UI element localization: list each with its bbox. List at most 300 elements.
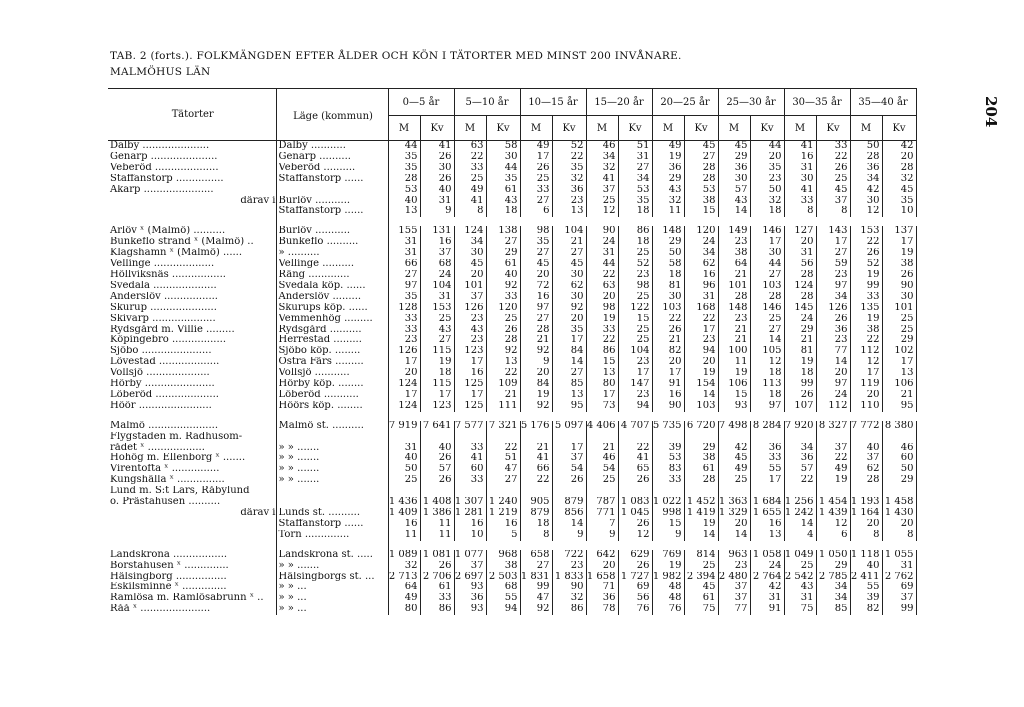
value-male: 40 xyxy=(388,453,420,464)
table-row xyxy=(108,368,916,379)
value-male xyxy=(388,486,420,497)
value-male: 25 xyxy=(718,475,750,486)
value-male xyxy=(388,432,420,443)
value-male: 27 xyxy=(520,314,552,325)
value-female: 146 xyxy=(750,226,784,237)
value-male: 82 xyxy=(850,604,882,615)
value-female: 94 xyxy=(486,604,520,615)
value-female: 24 xyxy=(816,390,850,401)
value-male: 26 xyxy=(784,390,816,401)
value-female: 34 xyxy=(816,593,850,604)
kommun-name: Staffanstorp ...... xyxy=(276,206,388,217)
kommun-name: Räng ............. xyxy=(276,270,388,281)
value-female: 31 xyxy=(750,593,784,604)
value-female: 9 xyxy=(552,530,586,541)
table-row xyxy=(108,432,916,443)
value-male: 24 xyxy=(784,314,816,325)
value-female: 57 xyxy=(420,464,454,475)
value-male: 119 xyxy=(850,379,882,390)
value-female: 97 xyxy=(750,401,784,412)
value-female: 33 xyxy=(750,453,784,464)
value-female: 90 xyxy=(552,582,586,593)
value-female xyxy=(882,432,916,443)
value-male: 31 xyxy=(388,248,420,259)
value-female: 2 785 xyxy=(816,572,850,583)
value-female: 146 xyxy=(750,303,784,314)
value-female xyxy=(816,486,850,497)
value-male: 25 xyxy=(586,475,618,486)
value-female: 120 xyxy=(486,303,520,314)
value-female: 69 xyxy=(882,582,916,593)
value-female: 61 xyxy=(486,185,520,196)
value-female: 26 xyxy=(618,519,652,530)
value-female: 41 xyxy=(420,141,454,152)
value-female: 14 xyxy=(816,357,850,368)
value-male: 2 480 xyxy=(718,572,750,583)
value-female: 97 xyxy=(816,379,850,390)
value-male: 11 xyxy=(388,530,420,541)
value-female: 32 xyxy=(552,174,586,185)
kommun-name xyxy=(276,432,388,443)
value-female: 86 xyxy=(618,226,652,237)
value-male: 642 xyxy=(586,550,618,561)
value-male: 21 xyxy=(784,335,816,346)
value-male: 41 xyxy=(586,174,618,185)
value-male: 28 xyxy=(850,152,882,163)
value-male: 1 831 xyxy=(520,572,552,583)
value-female: 106 xyxy=(882,379,916,390)
tatort-name: Åkarp ...................... xyxy=(108,185,276,196)
sex-header-kv: Kv xyxy=(486,116,520,141)
value-male: 20 xyxy=(388,368,420,379)
value-male: 93 xyxy=(454,582,486,593)
kommun-name xyxy=(276,486,388,497)
value-male: 35 xyxy=(388,152,420,163)
value-female: 25 xyxy=(618,335,652,346)
table-row xyxy=(108,486,916,497)
value-female: 23 xyxy=(552,196,586,207)
value-female: 40 xyxy=(420,185,454,196)
kommun-name: Staffanstorp ...... xyxy=(276,174,388,185)
tatort-name: Köpingebro ................. xyxy=(108,335,276,346)
value-female: 17 xyxy=(882,237,916,248)
value-male: 40 xyxy=(388,196,420,207)
value-male: 16 xyxy=(652,390,684,401)
kommun-name: Hörby köp. ........ xyxy=(276,379,388,390)
value-female: 2 762 xyxy=(882,572,916,583)
value-female: 29 xyxy=(882,475,916,486)
table-row xyxy=(108,163,916,174)
value-female: 37 xyxy=(882,593,916,604)
age-group-header: 5—10 år xyxy=(454,89,520,116)
value-male: 15 xyxy=(586,357,618,368)
tatort-name: Råå ˣ ...................... xyxy=(108,604,276,615)
value-female: 46 xyxy=(882,443,916,454)
value-male: 128 xyxy=(388,303,420,314)
value-female: 20 xyxy=(882,519,916,530)
table-row xyxy=(108,572,916,583)
table-row xyxy=(108,335,916,346)
tatort-name: Veberöd .................... xyxy=(108,163,276,174)
value-female: 147 xyxy=(618,379,652,390)
value-female: 49 xyxy=(816,464,850,475)
value-male: 31 xyxy=(586,248,618,259)
value-male: 16 xyxy=(520,292,552,303)
table-row xyxy=(108,270,916,281)
value-male: 90 xyxy=(652,401,684,412)
value-male: 64 xyxy=(718,259,750,270)
value-male: 963 xyxy=(718,550,750,561)
value-male: 57 xyxy=(784,464,816,475)
kommun-name: Sjöbo köp. ........ xyxy=(276,346,388,357)
value-male: 41 xyxy=(454,196,486,207)
value-male: 103 xyxy=(652,303,684,314)
value-female: 68 xyxy=(486,582,520,593)
value-female: 24 xyxy=(684,237,718,248)
value-female: 68 xyxy=(420,259,454,270)
value-male: 31 xyxy=(388,237,420,248)
value-male: 35 xyxy=(520,237,552,248)
value-male: 149 xyxy=(718,226,750,237)
table-row xyxy=(108,421,916,432)
value-female: 34 xyxy=(816,582,850,593)
value-male: 37 xyxy=(586,185,618,196)
value-female: 27 xyxy=(816,248,850,259)
value-male: 38 xyxy=(718,248,750,259)
value-male: 2 697 xyxy=(454,572,486,583)
value-male: 43 xyxy=(652,185,684,196)
value-male: 66 xyxy=(520,464,552,475)
kommun-name: Bunkeflo .......... xyxy=(276,237,388,248)
value-female: 8 327 xyxy=(816,421,850,432)
value-female: 23 xyxy=(816,270,850,281)
tatort-name: Staffanstorp ............... xyxy=(108,174,276,185)
value-male: 126 xyxy=(454,303,486,314)
value-female: 104 xyxy=(420,281,454,292)
value-female: 879 xyxy=(552,497,586,508)
value-male: 33 xyxy=(454,475,486,486)
value-male: 769 xyxy=(652,550,684,561)
value-male: 21 xyxy=(718,325,750,336)
value-male: 31 xyxy=(388,443,420,454)
value-female: 14 xyxy=(684,390,718,401)
value-male: 80 xyxy=(586,379,618,390)
value-male: 64 xyxy=(388,582,420,593)
value-female: 1 833 xyxy=(552,572,586,583)
value-male: 905 xyxy=(520,497,552,508)
value-male: 20 xyxy=(652,357,684,368)
value-female: 26 xyxy=(618,475,652,486)
table-row xyxy=(108,196,916,207)
tatort-name xyxy=(108,530,276,541)
value-female: 1 458 xyxy=(882,497,916,508)
value-female: 14 xyxy=(552,519,586,530)
value-female: 10 xyxy=(882,206,916,217)
tatort-name: Kungshälla ˣ ............... xyxy=(108,475,276,486)
value-male: 49 xyxy=(388,593,420,604)
value-female: 26 xyxy=(420,152,454,163)
table-row xyxy=(108,443,916,454)
kommun-name: Vollsjö ........... xyxy=(276,368,388,379)
value-female: 34 xyxy=(816,292,850,303)
value-female: 2 394 xyxy=(684,572,718,583)
value-female: 36 xyxy=(816,325,850,336)
value-female: 27 xyxy=(420,335,454,346)
value-female: 25 xyxy=(420,314,454,325)
value-female: 27 xyxy=(486,475,520,486)
value-female: 17 xyxy=(882,357,916,368)
value-female: 14 xyxy=(750,335,784,346)
kommun-name: Vemmenhög ......... xyxy=(276,314,388,325)
value-female: 42 xyxy=(882,141,916,152)
value-female: 51 xyxy=(618,141,652,152)
value-male: 1 307 xyxy=(454,497,486,508)
value-female: 8 xyxy=(816,206,850,217)
value-female: 84 xyxy=(552,346,586,357)
value-male: 17 xyxy=(454,390,486,401)
value-female: 24 xyxy=(420,270,454,281)
value-male: 41 xyxy=(520,453,552,464)
value-female: 99 xyxy=(882,604,916,615)
value-male: 19 xyxy=(850,314,882,325)
value-female: 33 xyxy=(420,593,454,604)
value-female: 8 xyxy=(882,530,916,541)
value-female: 38 xyxy=(684,196,718,207)
population-table xyxy=(108,88,917,615)
value-male: 12 xyxy=(850,357,882,368)
value-female: 17 xyxy=(750,475,784,486)
value-female: 41 xyxy=(618,453,652,464)
value-male: 37 xyxy=(454,561,486,572)
value-male xyxy=(718,486,750,497)
table-row xyxy=(108,379,916,390)
value-male: 2 411 xyxy=(850,572,882,583)
value-male: 110 xyxy=(850,401,882,412)
value-male: 32 xyxy=(586,163,618,174)
value-male: 36 xyxy=(652,163,684,174)
value-male: 83 xyxy=(652,464,684,475)
table-row xyxy=(108,497,916,508)
value-female: 30 xyxy=(420,163,454,174)
value-female: 22 xyxy=(684,314,718,325)
value-male: 42 xyxy=(718,443,750,454)
value-female: 76 xyxy=(618,604,652,615)
value-male: 153 xyxy=(850,226,882,237)
value-male: 16 xyxy=(784,152,816,163)
value-male: 35 xyxy=(388,292,420,303)
value-male: 49 xyxy=(454,185,486,196)
value-male: 19 xyxy=(652,152,684,163)
value-female: 86 xyxy=(552,604,586,615)
value-male: 11 xyxy=(718,357,750,368)
value-female xyxy=(618,486,652,497)
value-female: 34 xyxy=(618,174,652,185)
value-female: 138 xyxy=(486,226,520,237)
kommun-name: Genarp .......... xyxy=(276,152,388,163)
value-male: 24 xyxy=(586,237,618,248)
sex-header-m: M xyxy=(652,116,684,141)
value-male: 36 xyxy=(850,163,882,174)
value-male: 58 xyxy=(652,259,684,270)
value-female: 37 xyxy=(552,453,586,464)
value-male: 20 xyxy=(586,561,618,572)
value-female: 33 xyxy=(486,292,520,303)
value-female: 38 xyxy=(684,453,718,464)
value-female: 86 xyxy=(420,604,454,615)
value-female: 37 xyxy=(420,248,454,259)
value-female: 22 xyxy=(816,152,850,163)
tatort-name: Eskilsminne ˣ .............. xyxy=(108,582,276,593)
value-male: 1 256 xyxy=(784,497,816,508)
value-male: 92 xyxy=(520,401,552,412)
value-female: 1 219 xyxy=(486,508,520,519)
value-male: 1 049 xyxy=(784,550,816,561)
value-female: 27 xyxy=(618,163,652,174)
value-female: 44 xyxy=(750,141,784,152)
value-female: 131 xyxy=(420,226,454,237)
value-female: 29 xyxy=(684,443,718,454)
value-female: 25 xyxy=(618,292,652,303)
column-header-lage: Läge (kommun) xyxy=(276,89,388,141)
value-female: 35 xyxy=(552,163,586,174)
value-male: 1 193 xyxy=(850,497,882,508)
value-female: 23 xyxy=(750,174,784,185)
value-female: 47 xyxy=(486,464,520,475)
kommun-name: Rydsgård .......... xyxy=(276,325,388,336)
value-female: 26 xyxy=(882,270,916,281)
value-male: 11 xyxy=(652,206,684,217)
tatort-name: Hohög m. Ellenborg ˣ ....... xyxy=(108,453,276,464)
value-female xyxy=(486,432,520,443)
value-male: 40 xyxy=(850,443,882,454)
value-male: 28 xyxy=(850,475,882,486)
value-male: 124 xyxy=(388,379,420,390)
value-male: 17 xyxy=(454,357,486,368)
value-male: 41 xyxy=(454,453,486,464)
value-male: 36 xyxy=(586,593,618,604)
kommun-name: Lunds st. .......... xyxy=(276,508,388,519)
sex-header-m: M xyxy=(718,116,750,141)
kommun-name: » » ....... xyxy=(276,464,388,475)
age-group-header: 35—40 år xyxy=(850,89,916,116)
value-female: 97 xyxy=(816,281,850,292)
value-female: 1 055 xyxy=(882,550,916,561)
value-male: 1 118 xyxy=(850,550,882,561)
value-male: 22 xyxy=(784,475,816,486)
value-male: 19 xyxy=(850,270,882,281)
value-male xyxy=(784,486,816,497)
value-female: 43 xyxy=(420,325,454,336)
tatort-name: Landskrona ................. xyxy=(108,550,276,561)
value-male: 1 281 xyxy=(454,508,486,519)
value-male: 53 xyxy=(652,453,684,464)
value-male: 92 xyxy=(520,346,552,357)
value-female: 1 430 xyxy=(882,508,916,519)
value-male: 43 xyxy=(718,196,750,207)
value-female: 8 284 xyxy=(750,421,784,432)
table-row xyxy=(108,292,916,303)
sex-header-m: M xyxy=(388,116,420,141)
value-female: 40 xyxy=(420,443,454,454)
value-male: 17 xyxy=(652,368,684,379)
value-female: 45 xyxy=(684,582,718,593)
value-male: 135 xyxy=(850,303,882,314)
value-female: 1 045 xyxy=(618,508,652,519)
value-male: 46 xyxy=(586,141,618,152)
value-male: 37 xyxy=(718,582,750,593)
table-row xyxy=(108,475,916,486)
value-female: 42 xyxy=(750,582,784,593)
value-male: 55 xyxy=(850,582,882,593)
value-male: 5 176 xyxy=(520,421,552,432)
value-male: 41 xyxy=(784,185,816,196)
value-male: 60 xyxy=(454,464,486,475)
value-male: 28 xyxy=(784,292,816,303)
value-female: 75 xyxy=(684,604,718,615)
tatort-name: Hälsingborg ................ xyxy=(108,572,276,583)
value-female xyxy=(750,432,784,443)
value-male xyxy=(520,486,552,497)
value-female: 44 xyxy=(486,163,520,174)
value-male: 1 329 xyxy=(718,508,750,519)
kommun-name: Burlöv ........... xyxy=(276,226,388,237)
value-female: 92 xyxy=(486,281,520,292)
value-male: 25 xyxy=(784,561,816,572)
value-female: 92 xyxy=(486,346,520,357)
value-male: 101 xyxy=(454,281,486,292)
kommun-name: Malmö st. .......... xyxy=(276,421,388,432)
value-male: 84 xyxy=(520,379,552,390)
tatort-name: Vollsjö .................... xyxy=(108,368,276,379)
value-male: 2 713 xyxy=(388,572,420,583)
value-female: 168 xyxy=(684,303,718,314)
value-female: 17 xyxy=(552,335,586,346)
value-female: 16 xyxy=(420,237,454,248)
value-female: 54 xyxy=(552,464,586,475)
value-male: 7 577 xyxy=(454,421,486,432)
value-male: 91 xyxy=(652,379,684,390)
value-male: 12 xyxy=(850,206,882,217)
value-male: 1 658 xyxy=(586,572,618,583)
value-male: 90 xyxy=(586,226,618,237)
value-female xyxy=(684,432,718,443)
value-female: 92 xyxy=(552,303,586,314)
value-female: 69 xyxy=(618,582,652,593)
value-male: 1 409 xyxy=(388,508,420,519)
value-male: 20 xyxy=(454,270,486,281)
value-female: 19 xyxy=(684,519,718,530)
value-male: 31 xyxy=(784,163,816,174)
value-male: 77 xyxy=(718,604,750,615)
value-female: 43 xyxy=(486,196,520,207)
value-male: 27 xyxy=(520,248,552,259)
value-female: 62 xyxy=(552,281,586,292)
value-male: 13 xyxy=(388,206,420,217)
table-row xyxy=(108,314,916,325)
value-female: 30 xyxy=(882,292,916,303)
value-male: 45 xyxy=(718,141,750,152)
value-female: 11 xyxy=(420,530,454,541)
value-female xyxy=(750,486,784,497)
sex-header-m: M xyxy=(586,116,618,141)
value-male: 39 xyxy=(652,443,684,454)
kommun-name: Dalby ........... xyxy=(276,141,388,152)
value-male: 48 xyxy=(652,582,684,593)
value-male: 19 xyxy=(586,314,618,325)
value-male: 17 xyxy=(388,390,420,401)
kommun-name: » » ... xyxy=(276,593,388,604)
value-female: 26 xyxy=(816,163,850,174)
